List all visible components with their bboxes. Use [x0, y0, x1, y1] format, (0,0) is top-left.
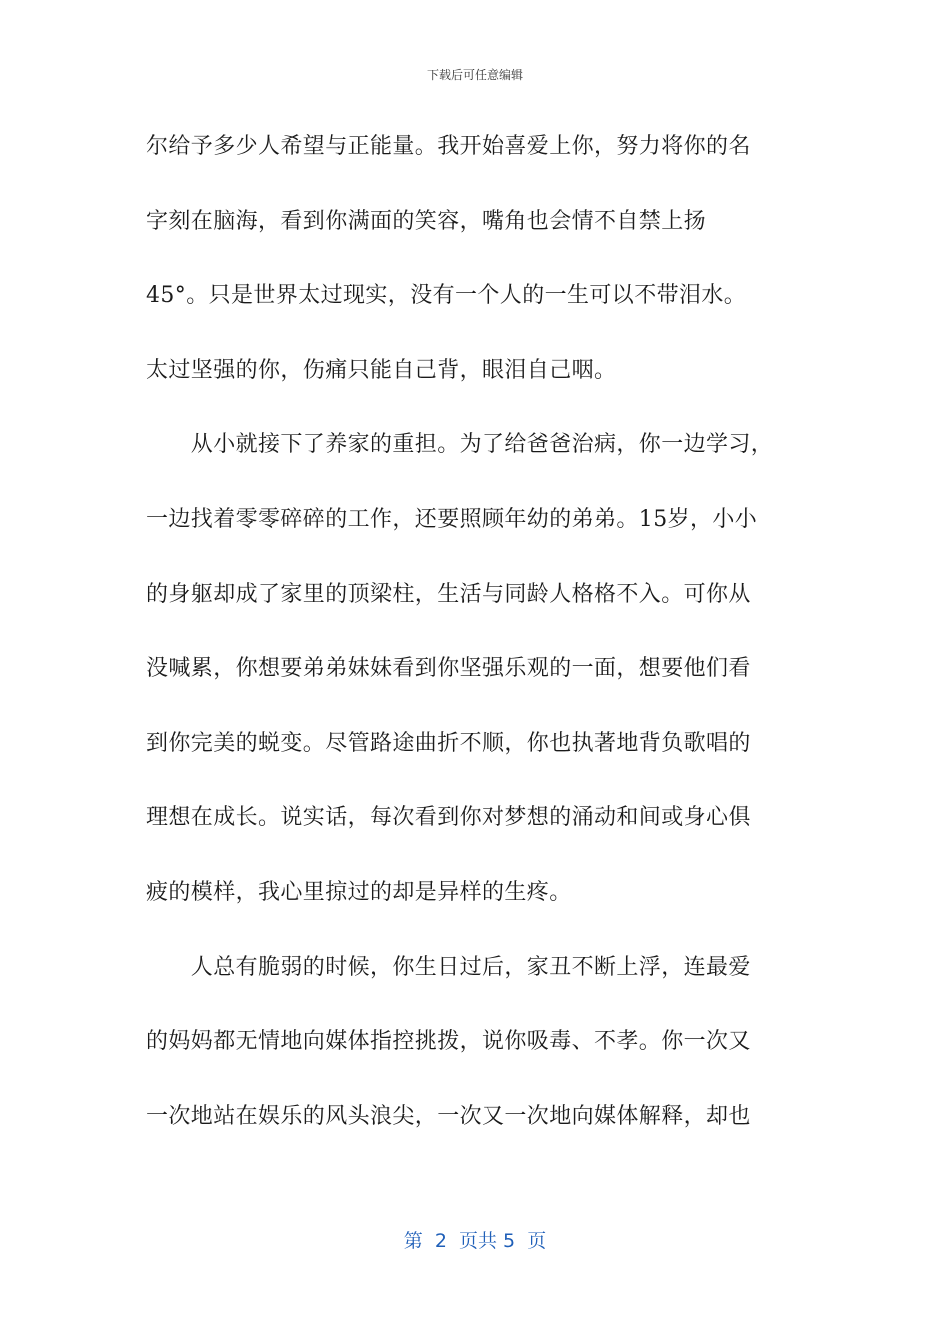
text-line: 从小就接下了养家的重担。为了给爸爸治病，你一边学习， [146, 432, 774, 458]
text-line: 一次地站在娱乐的风头浪尖，一次又一次地向媒体解释，却也 [146, 1103, 751, 1129]
page-header: 下载后可任意编辑 [426, 68, 523, 82]
page-number-footer: 第 2 页共 5 页 [403, 1230, 547, 1252]
text-line: 45°。只是世界太过现实，没有一个人的一生可以不带泪水。 [146, 283, 747, 309]
text-line: 疲的模样，我心里掠过的却是异样的生疼。 [146, 879, 572, 905]
text-line: 太过坚强的你，伤痛只能自己背，眼泪自己咽。 [146, 357, 617, 383]
text-line: 一边找着零零碎碎的工作，还要照顾年幼的弟弟。15岁，小小 [146, 506, 758, 532]
text-line: 人总有脆弱的时候，你生日过后，家丑不断上浮，连最爱 [146, 954, 751, 980]
text-line: 没喊累，你想要弟弟妹妹看到你坚强乐观的一面，想要他们看 [146, 656, 751, 682]
text-line: 的身躯却成了家里的顶梁柱，生活与同龄人格格不入。可你从 [146, 581, 751, 607]
document-body [146, 125, 806, 1169]
text-line: 的妈妈都无情地向媒体指控挑拨，说你吸毒、不孝。你一次又 [146, 1029, 751, 1055]
text-line: 到你完美的蜕变。尽管路途曲折不顺，你也执著地背负歌唱的 [146, 730, 751, 756]
text-line: 理想在成长。说实话，每次看到你对梦想的涌动和间或身心俱 [146, 805, 751, 831]
text-line: 字刻在脑海，看到你满面的笑容，嘴角也会情不自禁上扬 [146, 208, 707, 234]
text-line: 尔给予多少人希望与正能量。我开始喜爱上你，努力将你的名 [146, 134, 751, 159]
